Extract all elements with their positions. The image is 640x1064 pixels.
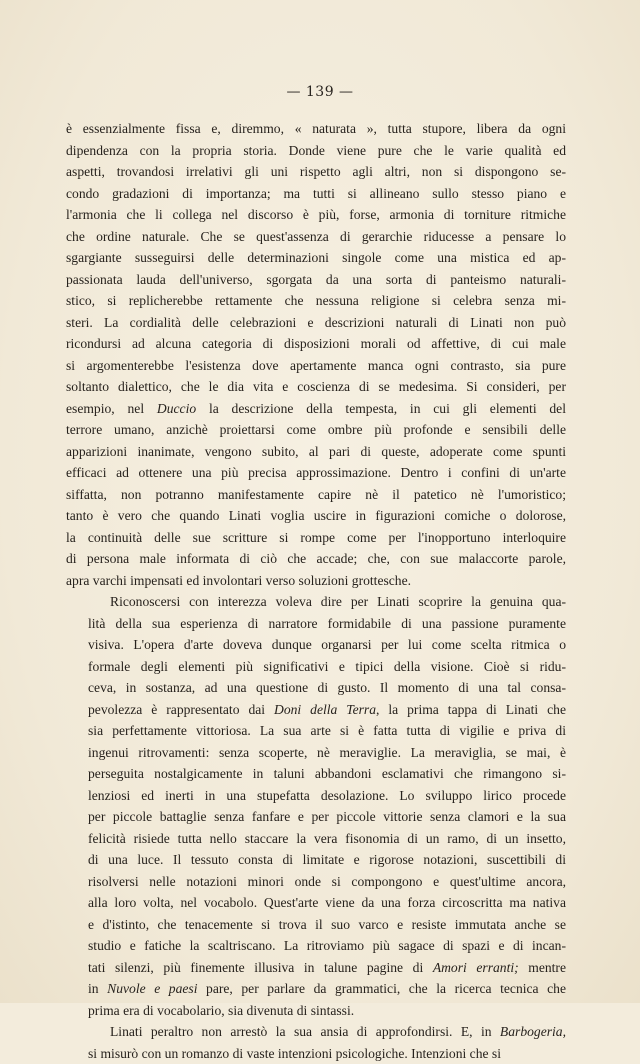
text-line: steri. La cordialità delle celebrazioni e descrizioni naturali di Linati non può <box>66 312 566 334</box>
text-line: per piccole battaglie senza fanfare e per piccole vittorie senza clamori e la sua <box>66 806 566 828</box>
text-line: terrore umano, anzichè proiettarsi come ombre più profonde e sensibili delle <box>66 419 566 441</box>
text-line: alla loro volta, nel vocabolo. Quest'arte viene da una forza circoscritta ma nativa <box>66 892 566 914</box>
text-line: in Nuvole e paesi pare, per parlare da grammatici, che la ricerca tecnica che <box>66 978 566 1000</box>
text-line: siffatta, non potranno manifestamente capire nè il patetico nè l'umoristico; <box>66 484 566 506</box>
text-line: esempio, nel Duccio la descrizione della tempesta, in cui gli elementi del <box>66 398 566 420</box>
paragraph <box>66 1021 566 1064</box>
text-line: tati silenzi, più finemente illusiva in talune pagine di Amori erranti; mentre <box>66 957 566 979</box>
text-line: ricondursi ad alcuna categoria di disposizioni morali od affettive, di cui male <box>66 333 566 355</box>
text-line: condo gradazioni di importanza; ma tutti si allineano sullo stesso piano e <box>66 183 566 205</box>
text-line: di una luce. Il tessuto consta di limitate e rigorose notazioni, suscettibili di <box>66 849 566 871</box>
text-line: aspetti, trovandosi irrelativi gli uni rispetto agli altri, non si dispongono se- <box>66 161 566 183</box>
text-line: ingenui ritrovamenti: senza scoperte, nè meraviglie. La meraviglia, se mai, è <box>66 742 566 764</box>
paragraph <box>66 118 566 591</box>
text-line: perseguita nostalgicamente in taluni abbandoni esclamativi che rimangono si- <box>66 763 566 785</box>
text-line: prima era di vocabolario, sia divenuta di sintassi. <box>66 1000 566 1022</box>
paragraph <box>66 591 566 1021</box>
text-line: apparizioni inanimate, vengono subito, al pari di queste, adoperate come spunti <box>66 441 566 463</box>
text-line: stico, si replicherebbe rettamente che nessuna religione si celebra senza mi- <box>66 290 566 312</box>
text-line: ceva, in sostanza, ad una questione di gusto. Il momento di una tal consa- <box>66 677 566 699</box>
text-line: formale degli elementi più significativi e tipici della visione. Cioè si ridu- <box>66 656 566 678</box>
text-line: la continuità delle sue scritture si rompe come per l'inopportuno interloquire <box>66 527 566 549</box>
text-line: lenziosi ed inerti in una stupefatta desolazione. Lo sviluppo lirico procede <box>66 785 566 807</box>
text-line: lità della sua esperienza di narratore formidabile di una passione puramente <box>66 613 566 635</box>
body-text <box>66 118 566 1064</box>
text-line: Linati peraltro non arrestò la sua ansia di approfondirsi. E, in Barbogeria, <box>66 1021 566 1043</box>
text-line: si argomenterebbe l'esistenza dove apertamente manca ogni contrasto, sia pure <box>66 355 566 377</box>
text-line: tanto è vero che quando Linati voglia uscire in figurazioni comiche o dolorose, <box>66 505 566 527</box>
text-line: che ordine naturale. Che se quest'assenza di gerarchie riducesse a pensare lo <box>66 226 566 248</box>
text-line: Riconoscersi con interezza voleva dire per Linati scoprire la genuina qua- <box>66 591 566 613</box>
text-line: felicità risiede tutta nello staccare la vera fisonomia di un ramo, di un insetto, <box>66 828 566 850</box>
text-line: visiva. L'opera d'arte doveva dunque organarsi per lui come scelta ritmica o <box>66 634 566 656</box>
text-line: si misurò con un romanzo di vaste intenzioni psicologiche. Intenzioni che si <box>66 1043 566 1064</box>
text-line: e d'istinto, che tenacemente si trova il suo varco e resiste immutata anche se <box>66 914 566 936</box>
page-number: — 139 — <box>0 84 640 100</box>
text-line: è essenzialmente fissa e, diremmo, « naturata », tutta stupore, libera da ogni <box>66 118 566 140</box>
text-line: studio e fatiche la scaltriscano. La ritroviamo più sagace di spazi e di incan- <box>66 935 566 957</box>
text-line: dipendenza con la propria storia. Donde viene pure che le varie qualità ed <box>66 140 566 162</box>
text-line: di persona male informata di ciò che accade; che, con sue malaccorte parole, <box>66 548 566 570</box>
text-line: l'armonia che li collega nel discorso è più, forse, armonia di torniture ritmiche <box>66 204 566 226</box>
text-line: pevolezza è rappresentato dai Doni della Terra, la prima tappa di Linati che <box>66 699 566 721</box>
text-line: sgargiante susseguirsi delle determinazioni singole come una mistica ed ap- <box>66 247 566 269</box>
text-line: apra varchi impensati ed involontari verso soluzioni grottesche. <box>66 570 566 592</box>
text-line: sia perfettamente vittoriosa. La sua arte si è fatta tutta di vigilie e priva di <box>66 720 566 742</box>
text-line: efficaci ad ottenere una più precisa approssimazione. Dentro i confini di un'arte <box>66 462 566 484</box>
text-line: passionata lauda dell'universo, sgorgata da una sorta di panteismo naturali- <box>66 269 566 291</box>
text-line: risolversi nelle notazioni minori onde si compongono e quest'ultime ancora, <box>66 871 566 893</box>
text-line: soltanto dialettico, che le dia vita e coscienza di se medesima. Si consideri, per <box>66 376 566 398</box>
